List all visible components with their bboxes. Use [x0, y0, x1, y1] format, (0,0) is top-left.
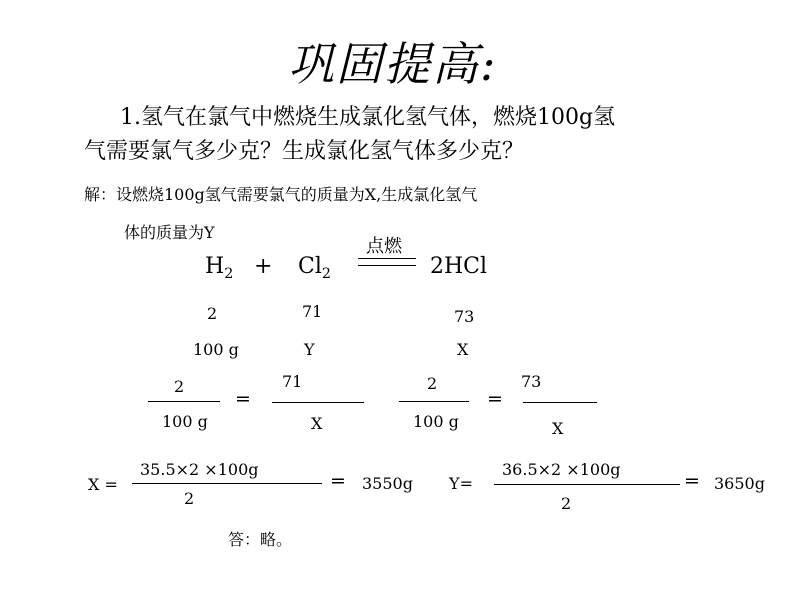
y-result-label: Y=: [449, 474, 473, 493]
proportion-1-denominator: 100 g: [162, 412, 208, 431]
y-result-equals: =: [684, 470, 700, 492]
question-line-1: 1.氢气在氯气中燃烧生成氯化氢气体，燃烧100g氢: [120, 105, 616, 130]
question-line-2: 气需要氯气多少克？生成氯化氢气体多少克？: [84, 139, 525, 164]
x-result-label: X =: [88, 475, 118, 494]
plus-sign: +: [254, 254, 273, 279]
proportion-4-numerator: 73: [521, 372, 542, 391]
hcl-unknown: X: [457, 340, 469, 359]
reactant-h2: $H_2$: [205, 254, 234, 282]
proportion-equals-1: =: [235, 388, 251, 410]
proportion-3-denominator: 100 g: [413, 412, 459, 431]
reaction-arrow-line-bottom: [358, 265, 416, 266]
reactant-cl2: $Cl_2$: [298, 254, 331, 282]
proportion-4-bar: [523, 402, 597, 403]
proportion-2-denominator: X: [311, 414, 323, 433]
x-result-value: 3550g: [362, 474, 413, 493]
hcl-relative-mass: 73: [454, 307, 475, 326]
product-hcl: 2HCl: [430, 254, 488, 279]
cl2-relative-mass: 71: [302, 302, 323, 321]
x-result-bar: [132, 483, 322, 484]
solution-line-2: 体的质量为Y: [124, 223, 215, 242]
cl2-unknown: Y: [304, 340, 315, 359]
x-result-equals: =: [330, 470, 346, 492]
proportion-3-numerator: 2: [427, 374, 438, 393]
proportion-4-denominator: X: [552, 419, 564, 438]
y-result-bar: [494, 484, 680, 485]
proportion-1-numerator: 2: [174, 377, 185, 396]
proportion-1-bar: [148, 401, 220, 402]
solution-line-1: 解：设燃烧100g氢气需要氯气的质量为X,生成氯化氢气: [84, 185, 478, 204]
proportion-2-bar: [272, 402, 364, 403]
reaction-condition: 点燃: [366, 236, 402, 257]
y-result-denominator: 2: [561, 494, 572, 513]
proportion-3-bar: [399, 401, 469, 402]
page-title: 巩固提高:: [288, 37, 498, 91]
y-result-value: 3650g: [714, 474, 765, 493]
x-result-denominator: 2: [184, 489, 195, 508]
h2-given-mass: 100 g: [193, 340, 239, 359]
reaction-arrow-line-top: [358, 258, 416, 259]
h2-relative-mass: 2: [207, 304, 218, 323]
answer-text: 答：略。: [228, 530, 293, 549]
x-result-numerator: 35.5×2 ×100g: [140, 460, 259, 479]
proportion-equals-2: =: [487, 388, 503, 410]
y-result-numerator: 36.5×2 ×100g: [502, 460, 621, 479]
proportion-2-numerator: 71: [282, 372, 303, 391]
